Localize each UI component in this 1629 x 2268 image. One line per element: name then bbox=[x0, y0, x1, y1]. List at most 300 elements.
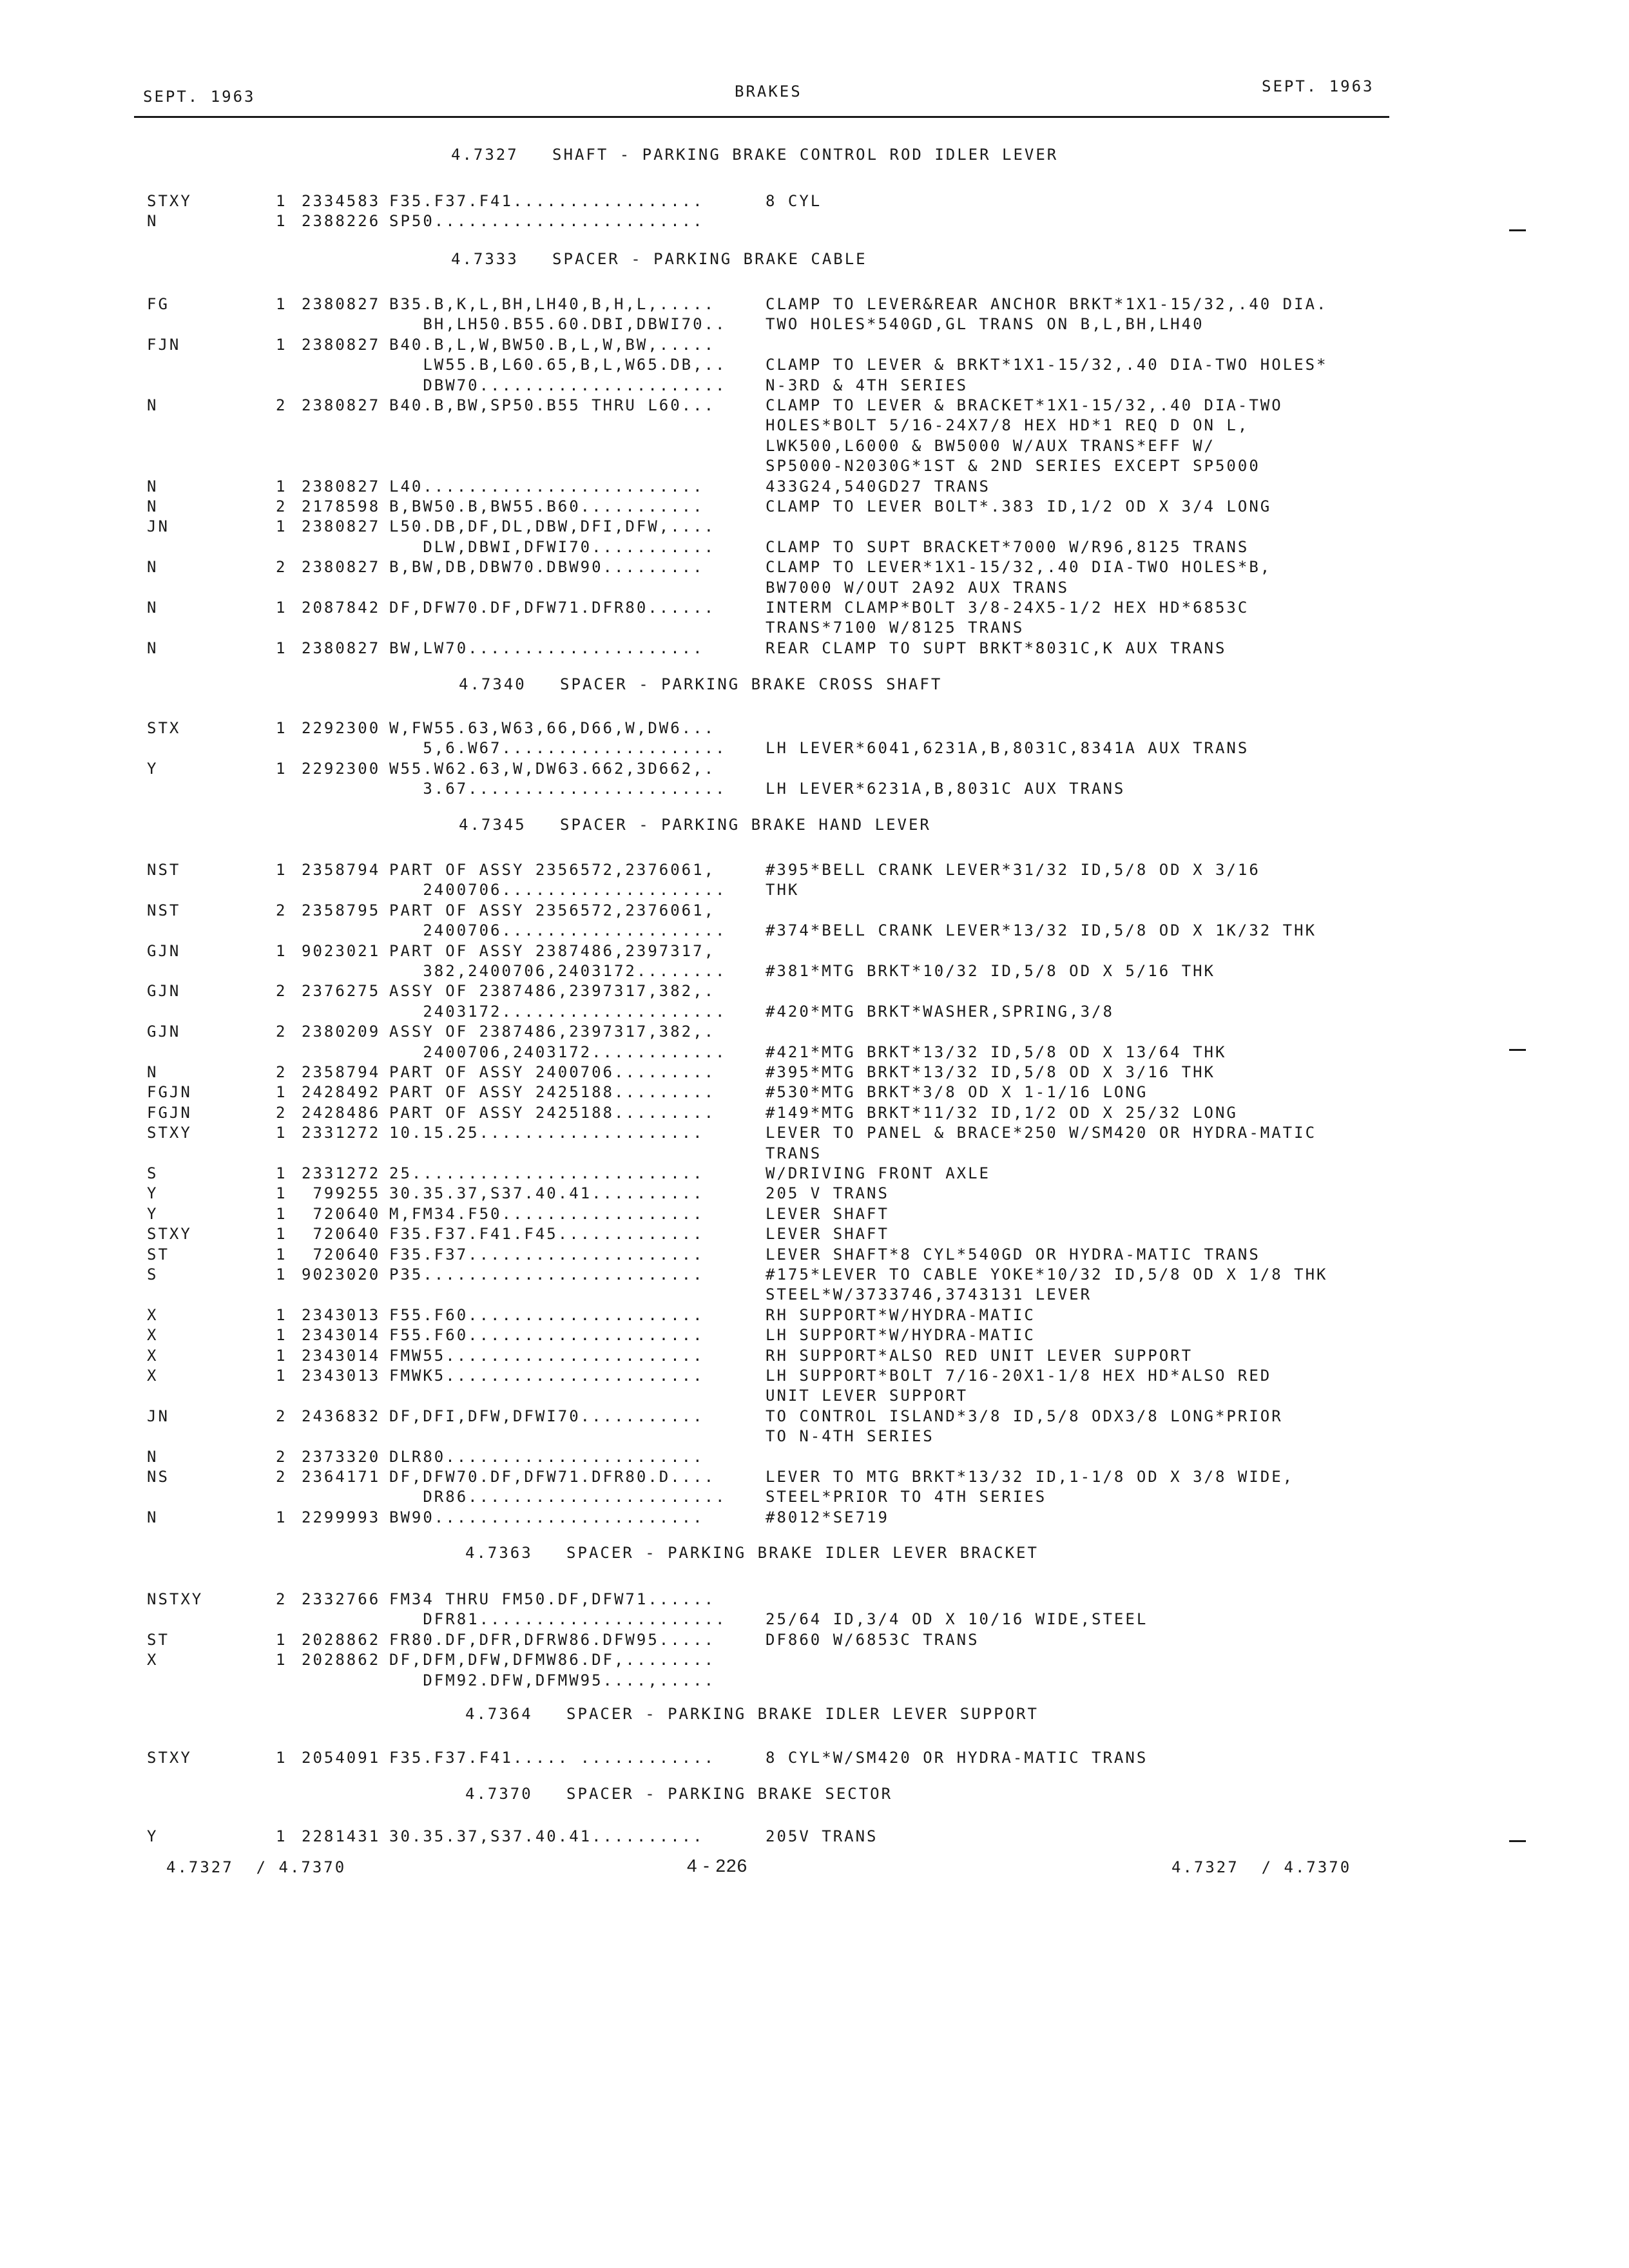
cell-app: 5,6.W67.................... bbox=[389, 739, 727, 758]
cell-qty: 1 bbox=[276, 759, 287, 778]
cell-desc: LEVER SHAFT*8 CYL*540GD OR HYDRA-MATIC TRANS bbox=[766, 1245, 1260, 1264]
cell-part: 720640 bbox=[302, 1225, 381, 1244]
cell-code: ST bbox=[147, 1245, 169, 1264]
cell-app: FR80.DF,DFR,DFRW86.DFW95..... bbox=[389, 1630, 716, 1649]
table-row bbox=[0, 1063, 1629, 1082]
cell-qty: 1 bbox=[276, 1225, 287, 1244]
cell-qty: 1 bbox=[276, 1367, 287, 1385]
cell-qty: 1 bbox=[276, 1245, 287, 1264]
cell-desc: SP5000-N2030G*1ST & 2ND SERIES EXCEPT SP5000 bbox=[766, 457, 1260, 476]
cell-app: PART OF ASSY 2400706......... bbox=[389, 1063, 716, 1081]
cell-qty: 1 bbox=[276, 1164, 287, 1182]
cell-app: L50.DB,DF,DL,DBW,DFI,DFW,.... bbox=[389, 517, 716, 536]
table-row bbox=[0, 416, 1629, 436]
table-row bbox=[0, 1265, 1629, 1285]
cell-desc: #381*MTG BRKT*10/32 ID,5/8 OD X 5/16 THK bbox=[766, 962, 1215, 980]
table-row bbox=[0, 1285, 1629, 1305]
cell-qty: 1 bbox=[276, 1265, 287, 1283]
cell-desc: #149*MTG BRKT*11/32 ID,1/2 OD X 25/32 LONG bbox=[766, 1103, 1238, 1122]
cell-qty: 1 bbox=[276, 1508, 287, 1526]
cell-app: ASSY OF 2387486,2397317,382,. bbox=[389, 982, 716, 1001]
table-row bbox=[0, 1508, 1629, 1528]
cell-part: 2373320 bbox=[302, 1447, 381, 1466]
cell-qty: 2 bbox=[276, 1468, 287, 1486]
cell-app: DLR80....................... bbox=[389, 1447, 704, 1466]
cell-code: Y bbox=[147, 1204, 159, 1223]
cell-code: X bbox=[147, 1346, 159, 1365]
cell-app: 3.67....................... bbox=[389, 780, 727, 798]
cell-part: 2358794 bbox=[302, 1063, 381, 1081]
cell-desc: RH SUPPORT*W/HYDRA-MATIC bbox=[766, 1305, 1036, 1324]
cell-code: N bbox=[147, 599, 159, 617]
table-row bbox=[0, 1827, 1629, 1847]
cell-desc: TO CONTROL ISLAND*3/8 ID,5/8 ODX3/8 LONG*PRIOR bbox=[766, 1407, 1283, 1425]
cell-part: 2028862 bbox=[302, 1630, 381, 1649]
cell-desc: LH LEVER*6041,6231A,B,8031C,8341A AUX TRANS bbox=[766, 739, 1249, 758]
table-row bbox=[0, 921, 1629, 941]
cell-code: STXY bbox=[147, 1749, 192, 1767]
page-number: 4 - 226 bbox=[687, 1856, 748, 1876]
table-row bbox=[0, 982, 1629, 1001]
cell-desc: #420*MTG BRKT*WASHER,SPRING,3/8 bbox=[766, 1002, 1114, 1021]
cell-app: DF,DFW70.DF,DFW71.DFR80...... bbox=[389, 599, 716, 617]
section-title: 4.7363 SPACER - PARKING BRAKE IDLER LEVER BRACKET bbox=[465, 1544, 1039, 1562]
cell-code: GJN bbox=[147, 1023, 181, 1041]
cell-desc: W/DRIVING FRONT AXLE bbox=[766, 1164, 990, 1182]
cell-desc: #395*MTG BRKT*13/32 ID,5/8 OD X 3/16 THK bbox=[766, 1063, 1215, 1081]
cell-part: 2343014 bbox=[302, 1326, 381, 1345]
cell-app: 10.15.25.................... bbox=[389, 1124, 704, 1142]
cell-qty: 1 bbox=[276, 1651, 287, 1669]
cell-app: PART OF ASSY 2425188......... bbox=[389, 1083, 716, 1102]
cell-code: N bbox=[147, 639, 159, 657]
table-row bbox=[0, 942, 1629, 961]
table-row bbox=[0, 1749, 1629, 1768]
table-row bbox=[0, 1144, 1629, 1164]
header-date-right: SEPT. 1963 bbox=[1262, 77, 1374, 95]
cell-part: 2299993 bbox=[302, 1508, 381, 1526]
cell-app: F35.F37.F41.F45............. bbox=[389, 1225, 704, 1244]
cell-app: LW55.B,L60.65,B,L,W65.DB,.. bbox=[389, 356, 727, 374]
section-title: 4.7340 SPACER - PARKING BRAKE CROSS SHAFT bbox=[459, 675, 943, 693]
cell-code: X bbox=[147, 1367, 159, 1385]
header-title: BRAKES bbox=[735, 82, 802, 101]
cell-app: F35.F37..................... bbox=[389, 1245, 704, 1264]
table-row bbox=[0, 477, 1629, 497]
table-row bbox=[0, 1448, 1629, 1467]
cell-app: DFM92.DFW,DFMW95....,..... bbox=[389, 1671, 716, 1689]
cell-part: 2331272 bbox=[302, 1124, 381, 1142]
cell-desc: INTERM CLAMP*BOLT 3/8-24X5-1/2 HEX HD*6853C bbox=[766, 599, 1249, 617]
section-title: 4.7345 SPACER - PARKING BRAKE HAND LEVER bbox=[459, 816, 931, 834]
cell-part: 2380827 bbox=[302, 477, 381, 495]
table-row bbox=[0, 1631, 1629, 1650]
cell-part: 2292300 bbox=[302, 759, 381, 778]
cell-desc: #530*MTG BRKT*3/8 OD X 1-1/16 LONG bbox=[766, 1083, 1148, 1102]
cell-qty: 1 bbox=[276, 1630, 287, 1649]
cell-code: FGJN bbox=[147, 1103, 192, 1122]
table-row bbox=[0, 1184, 1629, 1204]
cell-code: JN bbox=[147, 517, 169, 536]
table-row bbox=[0, 1347, 1629, 1366]
table-row bbox=[0, 1245, 1629, 1265]
cell-desc: CLAMP TO LEVER&REAR ANCHOR BRKT*1X1-15/32,.40 DIA. bbox=[766, 295, 1328, 313]
cell-qty: 1 bbox=[276, 599, 287, 617]
cell-part: 2380827 bbox=[302, 396, 381, 414]
table-row bbox=[0, 315, 1629, 334]
section-title: 4.7364 SPACER - PARKING BRAKE IDLER LEVER SUPPORT bbox=[465, 1705, 1039, 1723]
cell-desc: BW7000 W/OUT 2A92 AUX TRANS bbox=[766, 578, 1070, 597]
cell-qty: 1 bbox=[276, 1083, 287, 1102]
cell-qty: 1 bbox=[276, 861, 287, 879]
cell-app: BH,LH50.B55.60.DBI,DBWI70.. bbox=[389, 315, 727, 334]
table-row bbox=[0, 336, 1629, 355]
table-row bbox=[0, 212, 1629, 231]
cell-desc: RH SUPPORT*ALSO RED UNIT LEVER SUPPORT bbox=[766, 1346, 1193, 1365]
cell-desc: HOLES*BOLT 5/16-24X7/8 HEX HD*1 REQ D ON L, bbox=[766, 416, 1249, 435]
table-row bbox=[0, 1104, 1629, 1123]
cell-qty: 1 bbox=[276, 477, 287, 495]
cell-qty: 2 bbox=[276, 1103, 287, 1122]
cell-part: 2331272 bbox=[302, 1164, 381, 1182]
cell-qty: 1 bbox=[276, 719, 287, 737]
table-row bbox=[0, 295, 1629, 314]
cell-app: DLW,DBWI,DFWI70........... bbox=[389, 537, 716, 556]
cell-desc: CLAMP TO LEVER & BRKT*1X1-15/32,.40 DIA-TWO HOLES* bbox=[766, 356, 1328, 374]
cell-part: 2380827 bbox=[302, 335, 381, 354]
table-row bbox=[0, 1225, 1629, 1244]
cell-code: FG bbox=[147, 295, 169, 313]
cell-part: 720640 bbox=[302, 1204, 381, 1223]
cell-part: 2380209 bbox=[302, 1023, 381, 1041]
cell-qty: 2 bbox=[276, 901, 287, 919]
cell-desc: #374*BELL CRANK LEVER*13/32 ID,5/8 OD X 1K/32 THK bbox=[766, 921, 1317, 940]
cell-part: 9023020 bbox=[302, 1265, 381, 1283]
table-row bbox=[0, 192, 1629, 211]
cell-code: STXY bbox=[147, 1225, 192, 1244]
cell-desc: TWO HOLES*540GD,GL TRANS ON B,L,BH,LH40 bbox=[766, 315, 1204, 334]
cell-desc: LEVER TO PANEL & BRACE*250 W/SM420 OR HYDRA-MATIC bbox=[766, 1124, 1317, 1142]
cell-code: FGJN bbox=[147, 1083, 192, 1102]
table-row bbox=[0, 639, 1629, 658]
cell-desc: CLAMP TO SUPT BRACKET*7000 W/R96,8125 TRANS bbox=[766, 537, 1249, 556]
cell-desc: REAR CLAMP TO SUPT BRKT*8031C,K AUX TRANS bbox=[766, 639, 1227, 657]
cell-qty: 2 bbox=[276, 1590, 287, 1608]
cell-part: 2380827 bbox=[302, 295, 381, 313]
cell-part: 2334583 bbox=[302, 192, 381, 210]
cell-part: 2428486 bbox=[302, 1103, 381, 1122]
cell-desc: TRANS bbox=[766, 1144, 822, 1162]
cell-app: F55.F60..................... bbox=[389, 1305, 704, 1324]
margin-tick bbox=[1509, 1840, 1526, 1842]
cell-app: F35.F37.F41................. bbox=[389, 192, 704, 210]
cell-code: FJN bbox=[147, 335, 181, 354]
cell-app: DFR81...................... bbox=[389, 1610, 727, 1629]
table-row bbox=[0, 1306, 1629, 1325]
cell-desc: 433G24,540GD27 TRANS bbox=[766, 477, 990, 495]
cell-part: 2281431 bbox=[302, 1827, 381, 1845]
cell-app: 25.......................... bbox=[389, 1164, 704, 1182]
cell-qty: 2 bbox=[276, 396, 287, 414]
cell-code: N bbox=[147, 558, 159, 577]
cell-app: F55.F60..................... bbox=[389, 1326, 704, 1345]
cell-app: F35.F37.F41..... ............ bbox=[389, 1749, 716, 1767]
cell-app: FMW55....................... bbox=[389, 1346, 704, 1365]
table-row bbox=[0, 1205, 1629, 1224]
cell-app: PART OF ASSY 2356572,2376061, bbox=[389, 901, 716, 919]
cell-app: 30.35.37,S37.40.41.......... bbox=[389, 1184, 704, 1203]
table-row bbox=[0, 760, 1629, 779]
cell-desc: LH SUPPORT*W/HYDRA-MATIC bbox=[766, 1326, 1036, 1345]
table-row bbox=[0, 1407, 1629, 1427]
cell-qty: 1 bbox=[276, 1326, 287, 1345]
cell-code: NST bbox=[147, 901, 181, 919]
cell-qty: 1 bbox=[276, 335, 287, 354]
cell-part: 9023021 bbox=[302, 941, 381, 960]
cell-desc: TO N-4TH SERIES bbox=[766, 1427, 934, 1446]
table-row bbox=[0, 1083, 1629, 1102]
cell-part: 2364171 bbox=[302, 1468, 381, 1486]
cell-app: 2400706.................... bbox=[389, 921, 727, 940]
cell-qty: 1 bbox=[276, 192, 287, 210]
cell-app: DBW70...................... bbox=[389, 376, 727, 394]
cell-code: N bbox=[147, 497, 159, 515]
table-row bbox=[0, 1651, 1629, 1670]
cell-code: NS bbox=[147, 1468, 169, 1486]
section-title: 4.7370 SPACER - PARKING BRAKE SECTOR bbox=[465, 1785, 893, 1803]
table-row bbox=[0, 1427, 1629, 1446]
cell-part: 2376275 bbox=[302, 982, 381, 1001]
cell-part: 2292300 bbox=[302, 719, 381, 737]
cell-code: STXY bbox=[147, 1124, 192, 1142]
table-row bbox=[0, 901, 1629, 921]
cell-qty: 2 bbox=[276, 497, 287, 515]
cell-app: 382,2400706,2403172........ bbox=[389, 962, 727, 980]
cell-part: 2436832 bbox=[302, 1407, 381, 1425]
cell-desc: #421*MTG BRKT*13/32 ID,5/8 OD X 13/64 THK bbox=[766, 1043, 1227, 1061]
footer-range-right: 4.7327 / 4.7370 bbox=[1171, 1858, 1352, 1876]
cell-part: 2343013 bbox=[302, 1367, 381, 1385]
cell-desc: THK bbox=[766, 881, 800, 899]
table-row bbox=[0, 1387, 1629, 1406]
cell-qty: 1 bbox=[276, 1346, 287, 1365]
cell-desc: LH LEVER*6231A,B,8031C AUX TRANS bbox=[766, 780, 1126, 798]
table-row bbox=[0, 1671, 1629, 1691]
cell-code: N bbox=[147, 212, 159, 231]
cell-desc: CLAMP TO LEVER & BRACKET*1X1-15/32,.40 DIA-TWO bbox=[766, 396, 1283, 414]
cell-part: 2380827 bbox=[302, 517, 381, 536]
cell-code: Y bbox=[147, 1827, 159, 1845]
cell-desc: 205V TRANS bbox=[766, 1827, 878, 1845]
cell-desc: 8 CYL bbox=[766, 192, 822, 210]
table-row bbox=[0, 1164, 1629, 1184]
cell-app: 30.35.37,S37.40.41.......... bbox=[389, 1827, 704, 1845]
cell-qty: 2 bbox=[276, 982, 287, 1001]
cell-app: BW,LW70..................... bbox=[389, 639, 704, 657]
cell-code: ST bbox=[147, 1630, 169, 1649]
cell-desc: STEEL*W/3733746,3743131 LEVER bbox=[766, 1285, 1092, 1304]
cell-qty: 2 bbox=[276, 1407, 287, 1425]
cell-app: B40.B,BW,SP50.B55 THRU L60... bbox=[389, 396, 716, 414]
cell-desc: #175*LEVER TO CABLE YOKE*10/32 ID,5/8 OD X 1/8 THK bbox=[766, 1265, 1328, 1283]
cell-code: GJN bbox=[147, 982, 181, 1001]
cell-app: PART OF ASSY 2356572,2376061, bbox=[389, 861, 716, 879]
cell-code: NST bbox=[147, 861, 181, 879]
cell-part: 2178598 bbox=[302, 497, 381, 515]
table-row bbox=[0, 356, 1629, 375]
cell-code: N bbox=[147, 1508, 159, 1526]
table-row bbox=[0, 1326, 1629, 1345]
cell-code: X bbox=[147, 1651, 159, 1669]
cell-app: P35......................... bbox=[389, 1265, 704, 1283]
cell-part: 2054091 bbox=[302, 1749, 381, 1767]
cell-part: 2332766 bbox=[302, 1590, 381, 1608]
table-row bbox=[0, 1590, 1629, 1610]
cell-desc: STEEL*PRIOR TO 4TH SERIES bbox=[766, 1488, 1047, 1506]
cell-desc: #395*BELL CRANK LEVER*31/32 ID,5/8 OD X 3/16 bbox=[766, 861, 1260, 879]
cell-qty: 1 bbox=[276, 1184, 287, 1203]
cell-code: Y bbox=[147, 759, 159, 778]
cell-part: 2343014 bbox=[302, 1346, 381, 1365]
cell-code: STXY bbox=[147, 192, 192, 210]
cell-app: 2400706.................... bbox=[389, 881, 727, 899]
cell-part: 799255 bbox=[302, 1184, 381, 1203]
cell-part: 2358795 bbox=[302, 901, 381, 919]
cell-part: 2087842 bbox=[302, 599, 381, 617]
cell-desc: DF860 W/6853C TRANS bbox=[766, 1630, 979, 1649]
cell-app: FMWK5....................... bbox=[389, 1367, 704, 1385]
cell-app: M,FM34.F50.................. bbox=[389, 1204, 704, 1223]
cell-part: 2428492 bbox=[302, 1083, 381, 1102]
cell-app: B,BW50.B,BW55.B60........... bbox=[389, 497, 704, 515]
cell-code: N bbox=[147, 1447, 159, 1466]
table-row bbox=[0, 1124, 1629, 1143]
cell-app: L40......................... bbox=[389, 477, 704, 495]
cell-desc: LEVER TO MTG BRKT*13/32 ID,1-1/8 OD X 3/8 WIDE, bbox=[766, 1468, 1295, 1486]
table-row bbox=[0, 861, 1629, 880]
cell-desc: 25/64 ID,3/4 OD X 10/16 WIDE,STEEL bbox=[766, 1610, 1148, 1629]
table-row bbox=[0, 962, 1629, 981]
table-row bbox=[0, 579, 1629, 598]
cell-part: 2028862 bbox=[302, 1651, 381, 1669]
table-row bbox=[0, 1468, 1629, 1487]
cell-app: W55.W62.63,W,DW63.662,3D662,. bbox=[389, 759, 716, 778]
cell-app: FM34 THRU FM50.DF,DFW71...... bbox=[389, 1590, 716, 1608]
cell-desc: #8012*SE719 bbox=[766, 1508, 889, 1526]
table-row bbox=[0, 881, 1629, 900]
cell-app: PART OF ASSY 2387486,2397317, bbox=[389, 941, 716, 960]
table-row bbox=[0, 376, 1629, 396]
table-row bbox=[0, 780, 1629, 799]
cell-app: DR86....................... bbox=[389, 1488, 727, 1506]
cell-app: W,FW55.63,W63,66,D66,W,DW6... bbox=[389, 719, 716, 737]
cell-part: 2380827 bbox=[302, 558, 381, 577]
cell-qty: 1 bbox=[276, 295, 287, 313]
cell-app: B35.B,K,L,BH,LH40,B,H,L,..... bbox=[389, 295, 716, 313]
table-row bbox=[0, 538, 1629, 557]
table-row bbox=[0, 739, 1629, 758]
footer-range-left: 4.7327 / 4.7370 bbox=[166, 1858, 347, 1876]
cell-app: B40.B,L,W,BW50.B,L,W,BW,..... bbox=[389, 335, 716, 354]
cell-qty: 1 bbox=[276, 1827, 287, 1845]
cell-part: 2388226 bbox=[302, 212, 381, 231]
cell-code: N bbox=[147, 477, 159, 495]
cell-desc: LWK500,L6000 & BW5000 W/AUX TRANS*EFF W/ bbox=[766, 436, 1215, 455]
section-title: 4.7333 SPACER - PARKING BRAKE CABLE bbox=[451, 250, 867, 268]
cell-part: 2343013 bbox=[302, 1305, 381, 1324]
cell-desc: CLAMP TO LEVER BOLT*.383 ID,1/2 OD X 3/4 LONG bbox=[766, 497, 1272, 515]
margin-tick bbox=[1509, 1049, 1526, 1051]
table-row bbox=[0, 1367, 1629, 1386]
cell-part: 720640 bbox=[302, 1245, 381, 1264]
cell-qty: 2 bbox=[276, 1447, 287, 1466]
table-row bbox=[0, 1003, 1629, 1022]
cell-code: STX bbox=[147, 719, 181, 737]
table-row bbox=[0, 1023, 1629, 1042]
table-row bbox=[0, 619, 1629, 638]
cell-qty: 1 bbox=[276, 639, 287, 657]
cell-app: BW90........................ bbox=[389, 1508, 704, 1526]
cell-app: DF,DFM,DFW,DFMW86.DF,........ bbox=[389, 1651, 716, 1669]
cell-app: 2403172.................... bbox=[389, 1002, 727, 1021]
cell-code: JN bbox=[147, 1407, 169, 1425]
cell-qty: 1 bbox=[276, 1749, 287, 1767]
table-row bbox=[0, 497, 1629, 517]
table-row bbox=[0, 1488, 1629, 1507]
cell-desc: N-3RD & 4TH SERIES bbox=[766, 376, 969, 394]
cell-desc: CLAMP TO LEVER*1X1-15/32,.40 DIA-TWO HOLES*B, bbox=[766, 558, 1272, 577]
cell-qty: 2 bbox=[276, 558, 287, 577]
cell-desc: TRANS*7100 W/8125 TRANS bbox=[766, 619, 1025, 637]
table-row bbox=[0, 396, 1629, 416]
cell-app: ASSY OF 2387486,2397317,382,. bbox=[389, 1023, 716, 1041]
table-row bbox=[0, 558, 1629, 577]
table-row bbox=[0, 599, 1629, 618]
table-row bbox=[0, 437, 1629, 456]
cell-qty: 1 bbox=[276, 517, 287, 536]
cell-code: NSTXY bbox=[147, 1590, 204, 1608]
cell-qty: 1 bbox=[276, 1124, 287, 1142]
cell-code: S bbox=[147, 1164, 159, 1182]
header-date-left: SEPT. 1963 bbox=[143, 88, 256, 106]
cell-app: 2400706,2403172............ bbox=[389, 1043, 727, 1061]
table-row bbox=[0, 517, 1629, 537]
cell-qty: 1 bbox=[276, 1204, 287, 1223]
header-rule bbox=[134, 116, 1389, 118]
cell-app: B,BW,DB,DBW70.DBW90......... bbox=[389, 558, 704, 577]
margin-tick bbox=[1509, 229, 1526, 231]
cell-code: N bbox=[147, 396, 159, 414]
cell-desc: LEVER SHAFT bbox=[766, 1204, 889, 1223]
table-row bbox=[0, 719, 1629, 738]
cell-app: DF,DFI,DFW,DFWI70........... bbox=[389, 1407, 704, 1425]
cell-desc: UNIT LEVER SUPPORT bbox=[766, 1387, 969, 1405]
cell-qty: 1 bbox=[276, 1305, 287, 1324]
cell-qty: 1 bbox=[276, 212, 287, 231]
cell-app: SP50........................ bbox=[389, 212, 704, 231]
cell-desc: 8 CYL*W/SM420 OR HYDRA-MATIC TRANS bbox=[766, 1749, 1148, 1767]
cell-code: X bbox=[147, 1326, 159, 1345]
cell-code: Y bbox=[147, 1184, 159, 1203]
cell-part: 2380827 bbox=[302, 639, 381, 657]
cell-desc: LEVER SHAFT bbox=[766, 1225, 889, 1244]
cell-code: GJN bbox=[147, 941, 181, 960]
table-row bbox=[0, 457, 1629, 476]
section-title: 4.7327 SHAFT - PARKING BRAKE CONTROL ROD IDLER LEVER bbox=[451, 146, 1059, 164]
cell-app: DF,DFW70.DF,DFW71.DFR80.D.... bbox=[389, 1468, 716, 1486]
cell-qty: 2 bbox=[276, 1023, 287, 1041]
table-row bbox=[0, 1610, 1629, 1629]
